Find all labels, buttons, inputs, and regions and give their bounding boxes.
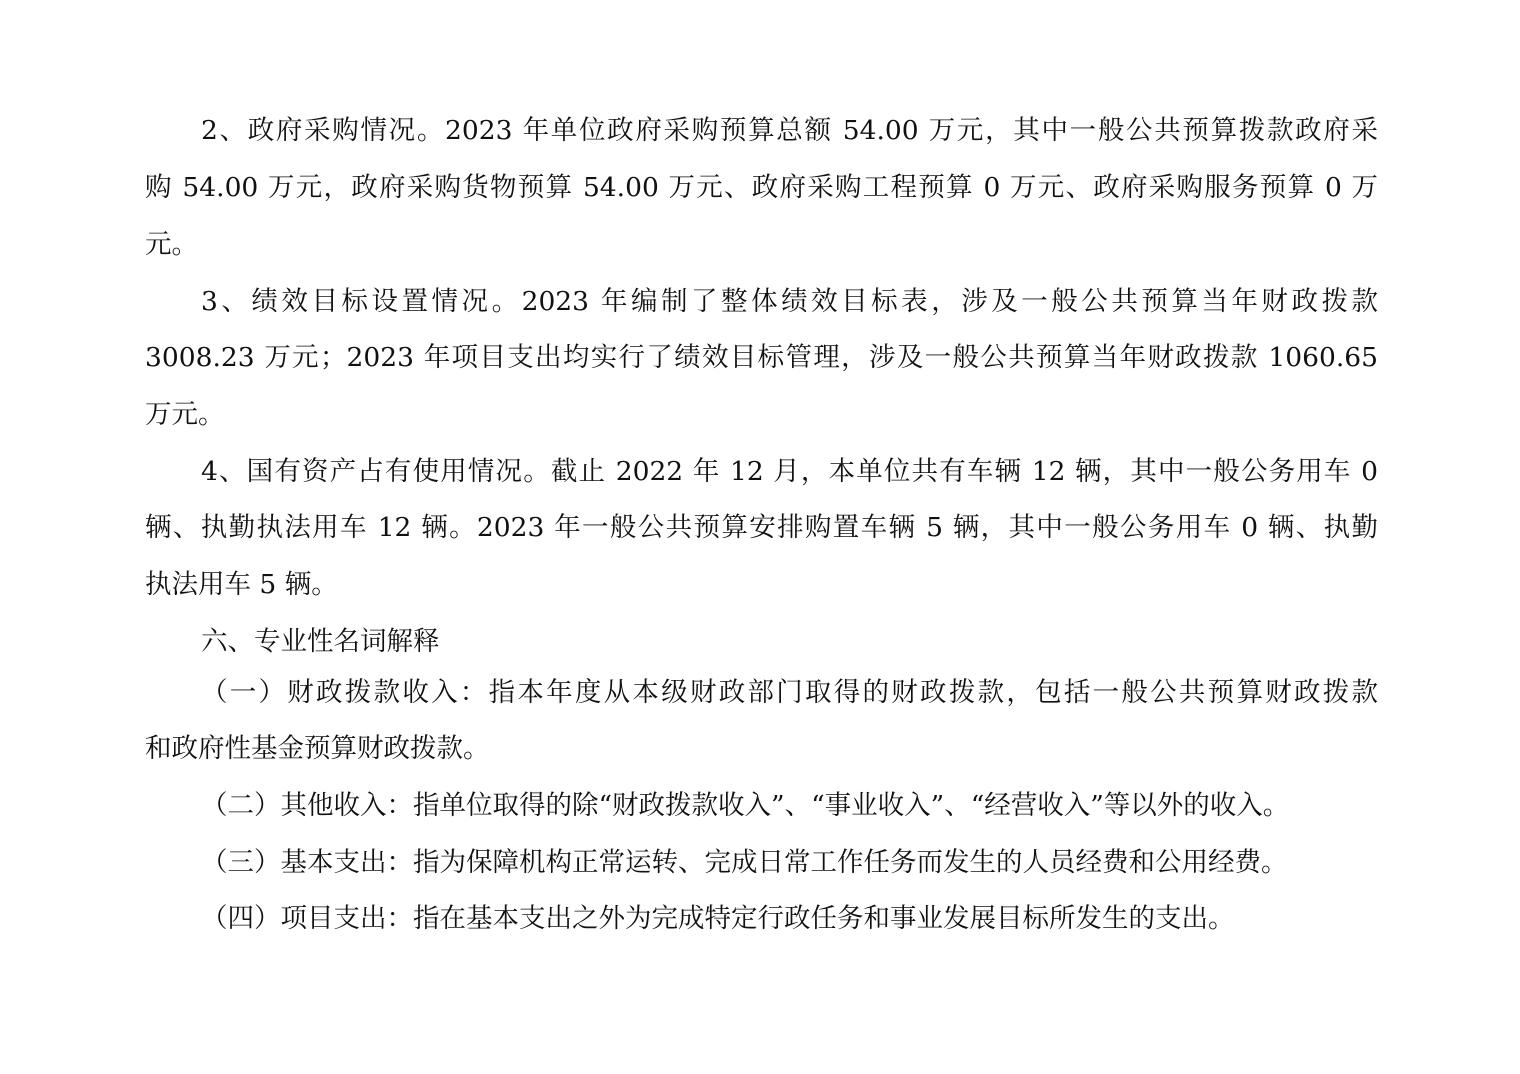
definition-project-expenditure: （四）项目支出：指在基本支出之外为完成特定行政任务和事业发展目标所发生的支出。 [201, 903, 1235, 934]
performance-paragraph-line-3: 万元。 [145, 399, 225, 430]
assets-paragraph-line-2: 辆、执勤执法用车 12 辆。2023 年一般公共预算安排购置车辆 5 辆，其中一般公务用车 0 辆、执勤 [145, 512, 1378, 543]
definition-fiscal-income-line-2: 和政府性基金预算财政拨款。 [145, 733, 490, 764]
definition-other-income: （二）其他收入：指单位取得的除“财政拨款收入”、“事业收入”、“经营收入”等以外的收入。 [201, 790, 1290, 821]
procurement-paragraph-line-2: 购 54.00 万元，政府采购货物预算 54.00 万元、政府采购工程预算 0 万元、政府采购服务预算 0 万 [145, 172, 1378, 203]
performance-paragraph-line-2: 3008.23 万元；2023 年项目支出均实行了绩效目标管理，涉及一般公共预算当年财政拨款 1060.65 [145, 342, 1378, 373]
definition-fiscal-income-line-1: （一）财政拨款收入：指本年度从本级财政部门取得的财政拨款，包括一般公共预算财政拨款 [201, 677, 1378, 708]
definition-basic-expenditure: （三）基本支出：指为保障机构正常运转、完成日常工作任务而发生的人员经费和公用经费。 [201, 847, 1288, 878]
assets-paragraph-line-3: 执法用车 5 辆。 [145, 569, 338, 600]
performance-paragraph-line-1: 3、绩效目标设置情况。2023 年编制了整体绩效目标表，涉及一般公共预算当年财政拨款 [201, 286, 1378, 317]
procurement-paragraph-line-3: 元。 [145, 229, 198, 260]
assets-paragraph-line-1: 4、国有资产占有使用情况。截止 2022 年 12 月，本单位共有车辆 12 辆，其中一般公务用车 0 [201, 456, 1378, 487]
procurement-paragraph-line-1: 2、政府采购情况。2023 年单位政府采购预算总额 54.00 万元，其中一般公共预算拨款政府采 [201, 115, 1378, 146]
section-heading: 六、专业性名词解释 [201, 626, 440, 657]
